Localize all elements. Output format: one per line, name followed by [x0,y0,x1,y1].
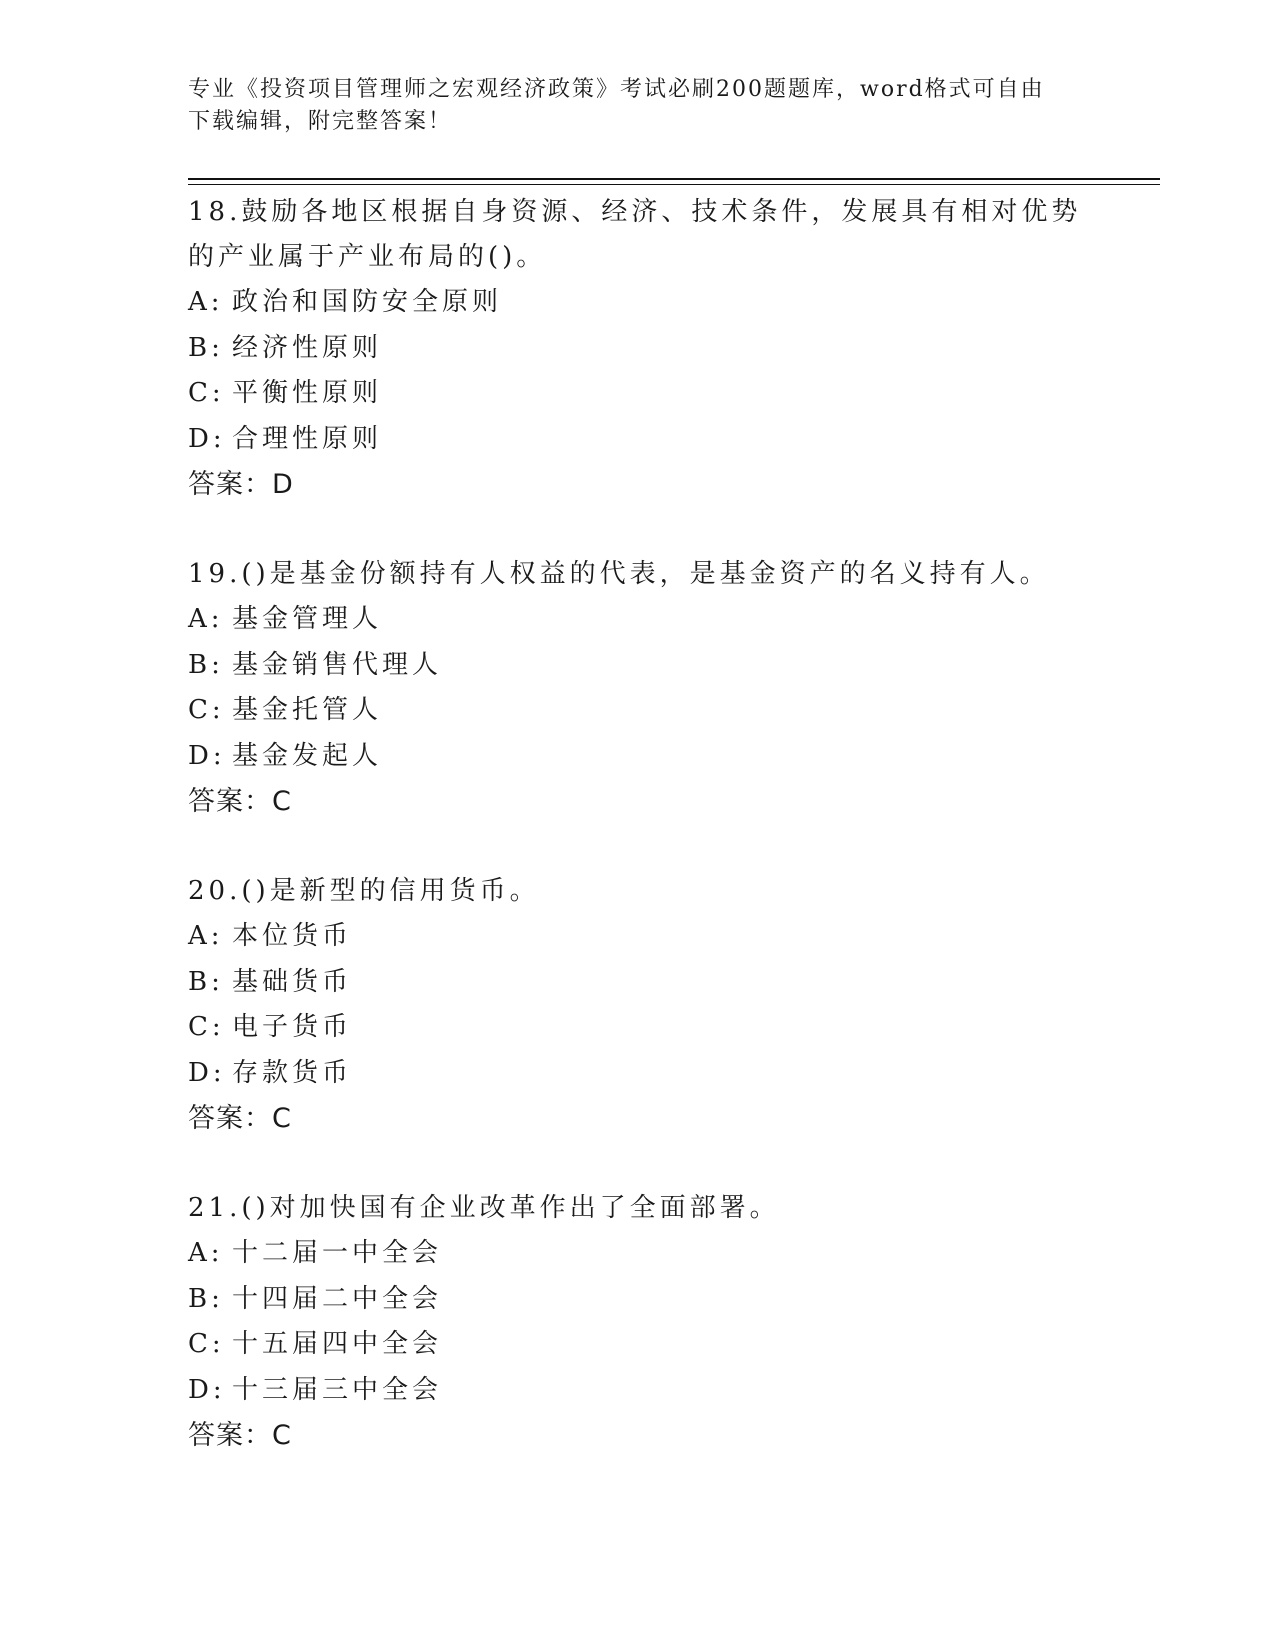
answer-line: 答案：C [188,1103,292,1134]
option-a [188,280,1088,326]
option-key: A: [188,921,224,951]
question-list [188,190,1088,1503]
option-a [188,914,1088,960]
question-stem: 21.()对加快国有企业改革作出了全面部署。 [188,1193,780,1223]
option-key: B: [188,332,224,363]
option-d [188,1051,1088,1097]
question-20 [188,869,1088,1142]
option-b [188,326,1088,372]
option-key: A: [188,1238,224,1268]
option-key: B: [188,649,224,680]
question-stem: 19.()是基金份额持有人权益的代表，是基金资产的名义持有人。 [188,559,1050,589]
option-text: 本位货币 [232,921,353,951]
option-text: 基金销售代理人 [232,649,443,680]
option-b [188,960,1088,1006]
question-stem: 18.鼓励各地区根据自身资源、经济、技术条件，发展具有相对优势的产业属于产业布局的()。 [188,197,1082,272]
option-a [188,597,1088,643]
option-key: C: [188,695,225,725]
option-b [188,1277,1088,1323]
question-18 [188,190,1088,508]
header-rule-thick [188,178,1160,180]
option-text: 基础货币 [232,966,353,997]
option-text: 基金管理人 [232,604,383,634]
option-text: 十四届二中全会 [232,1283,443,1314]
option-c [188,1322,1088,1368]
option-text: 存款货币 [232,1057,353,1088]
option-key: B: [188,1283,224,1314]
option-text: 十五届四中全会 [232,1329,443,1359]
option-text: 十三届三中全会 [232,1374,443,1405]
option-key: D: [188,1057,226,1088]
option-text: 基金托管人 [232,695,383,725]
option-key: C: [188,378,225,408]
document-header: 专业《投资项目管理师之宏观经济政策》考试必刷200题题库，word格式可自由下载编辑，附完整答案！ [188,77,1045,134]
option-key: A: [188,287,224,317]
question-stem: 20.()是新型的信用货币。 [188,876,540,906]
option-text: 经济性原则 [232,332,383,363]
option-key: A: [188,604,224,634]
option-c [188,371,1088,417]
option-key: D: [188,740,226,771]
option-text: 电子货币 [232,1012,353,1042]
option-d [188,734,1088,780]
option-d [188,1368,1088,1414]
option-d [188,417,1088,463]
option-key: C: [188,1329,225,1359]
answer-line: 答案：D [188,469,294,500]
option-key: D: [188,423,226,454]
option-text: 基金发起人 [232,740,383,771]
option-key: B: [188,966,224,997]
answer-line: 答案：C [188,786,292,817]
option-text: 政治和国防安全原则 [232,287,503,317]
option-a [188,1231,1088,1277]
header-rule-thin [188,184,1160,185]
option-c [188,688,1088,734]
option-c [188,1005,1088,1051]
option-b [188,643,1088,689]
answer-line: 答案：C [188,1420,292,1451]
option-key: D: [188,1374,226,1405]
option-key: C: [188,1012,225,1042]
option-text: 合理性原则 [232,423,383,454]
question-19 [188,552,1088,825]
question-21 [188,1186,1088,1459]
option-text: 平衡性原则 [232,378,383,408]
option-text: 十二届一中全会 [232,1238,443,1268]
